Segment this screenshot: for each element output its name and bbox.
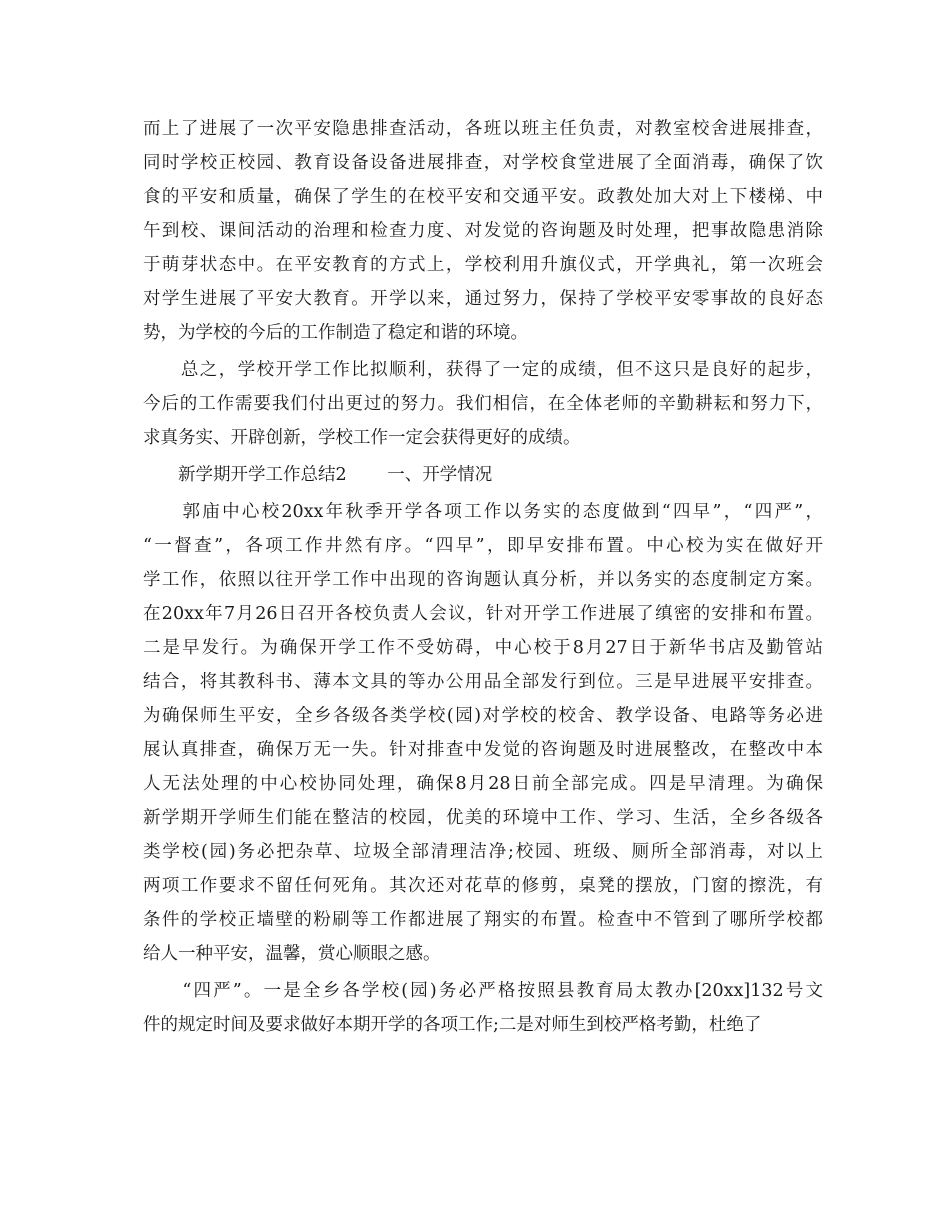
paragraph-p5	[143, 974, 823, 1042]
text-line: 人无法处理的中心校协同处理，确保8月28日前全部完成。四是早清理。为确保	[143, 774, 823, 794]
text-line: 条件的学校正墙壁的粉刷等工作都进展了翔实的布置。检查中不管到了哪所学校都	[143, 910, 823, 930]
text-line: 郭庙中心校20xx年秋季开学各项工作以务实的态度做到“四早”，“四严”，	[143, 502, 823, 522]
paragraph-p1	[143, 112, 823, 350]
text-line: 类学校(园)务必把杂草、垃圾全部清理洁净;校园、班级、厕所全部消毒，对以上	[143, 842, 823, 862]
text-line: 总之，学校开学工作比拟顺利，获得了一定的成绩，但不这只是良好的起步，	[143, 360, 823, 380]
text-line: “一督查”，各项工作井然有序。“四早”，即早安排布置。中心校为实在做好开	[143, 536, 823, 556]
text-line: 求真务实、开辟创新，学校工作一定会获得更好的成绩。	[143, 428, 581, 448]
text-line: 食的平安和质量，确保了学生的在校平安和交通平安。政教处加大对上下楼梯、中	[143, 187, 823, 207]
text-line: 对学生进展了平安大教育。开学以来，通过努力，保持了学校平安零事故的良好态	[143, 289, 823, 309]
paragraph-p2	[143, 353, 823, 455]
text-line: 新学期开学工作总结2 一、开学情况	[143, 465, 493, 485]
text-line: 同时学校正校园、教育设备设备进展排查，对学校食堂进展了全面消毒，确保了饮	[143, 153, 823, 173]
text-line: 展认真排查，确保万无一失。针对排查中发觉的咨询题及时进展整改，在整改中本	[143, 740, 823, 760]
document-body	[143, 112, 823, 1042]
text-line: 学工作，依照以往开学工作中出现的咨询题认真分析，并以务实的态度制定方案。	[143, 570, 823, 590]
paragraph-p4	[143, 495, 823, 971]
text-line: 为确保师生平安，全乡各级各类学校(园)对学校的校舍、教学设备、电路等务必进	[143, 706, 823, 726]
text-line: 二是早发行。为确保开学工作不受妨碍，中心校于8月27日于新华书店及勤管站	[143, 638, 823, 658]
text-line: 结合，将其教科书、薄本文具的等办公用品全部发行到位。三是早进展平安排查。	[143, 672, 823, 692]
paragraph-p3	[143, 458, 823, 492]
text-line: 今后的工作需要我们付出更过的努力。我们相信，在全体老师的辛勤耕耘和努力下，	[143, 394, 823, 414]
text-line: 给人一种平安，温馨，赏心顺眼之感。	[143, 944, 441, 964]
text-line: 而上了进展了一次平安隐患排查活动，各班以班主任负责，对教室校舍进展排查，	[143, 119, 823, 139]
text-line: 在20xx年7月26日召开各校负责人会议，针对开学工作进展了缜密的安排和布置。	[143, 604, 823, 624]
text-line: “四严”。一是全乡各学校(园)务必严格按照县教育局太教办[20xx]132号文	[143, 981, 823, 1001]
text-line: 新学期开学师生们能在整洁的校园，优美的环境中工作、学习、生活，全乡各级各	[143, 808, 823, 828]
text-line: 势，为学校的今后的工作制造了稳定和谐的环境。	[143, 323, 528, 343]
text-line: 两项工作要求不留任何死角。其次还对花草的修剪，桌凳的摆放，门窗的擦洗，有	[143, 876, 823, 896]
text-line: 件的规定时间及要求做好本期开学的各项工作;二是对师生到校严格考勤，杜绝了	[143, 1015, 762, 1035]
text-line: 午到校、课间活动的治理和检查力度、对发觉的咨询题及时处理，把事故隐患消除	[143, 221, 823, 241]
text-line: 于萌芽状态中。在平安教育的方式上，学校利用升旗仪式，开学典礼，第一次班会	[143, 255, 823, 275]
